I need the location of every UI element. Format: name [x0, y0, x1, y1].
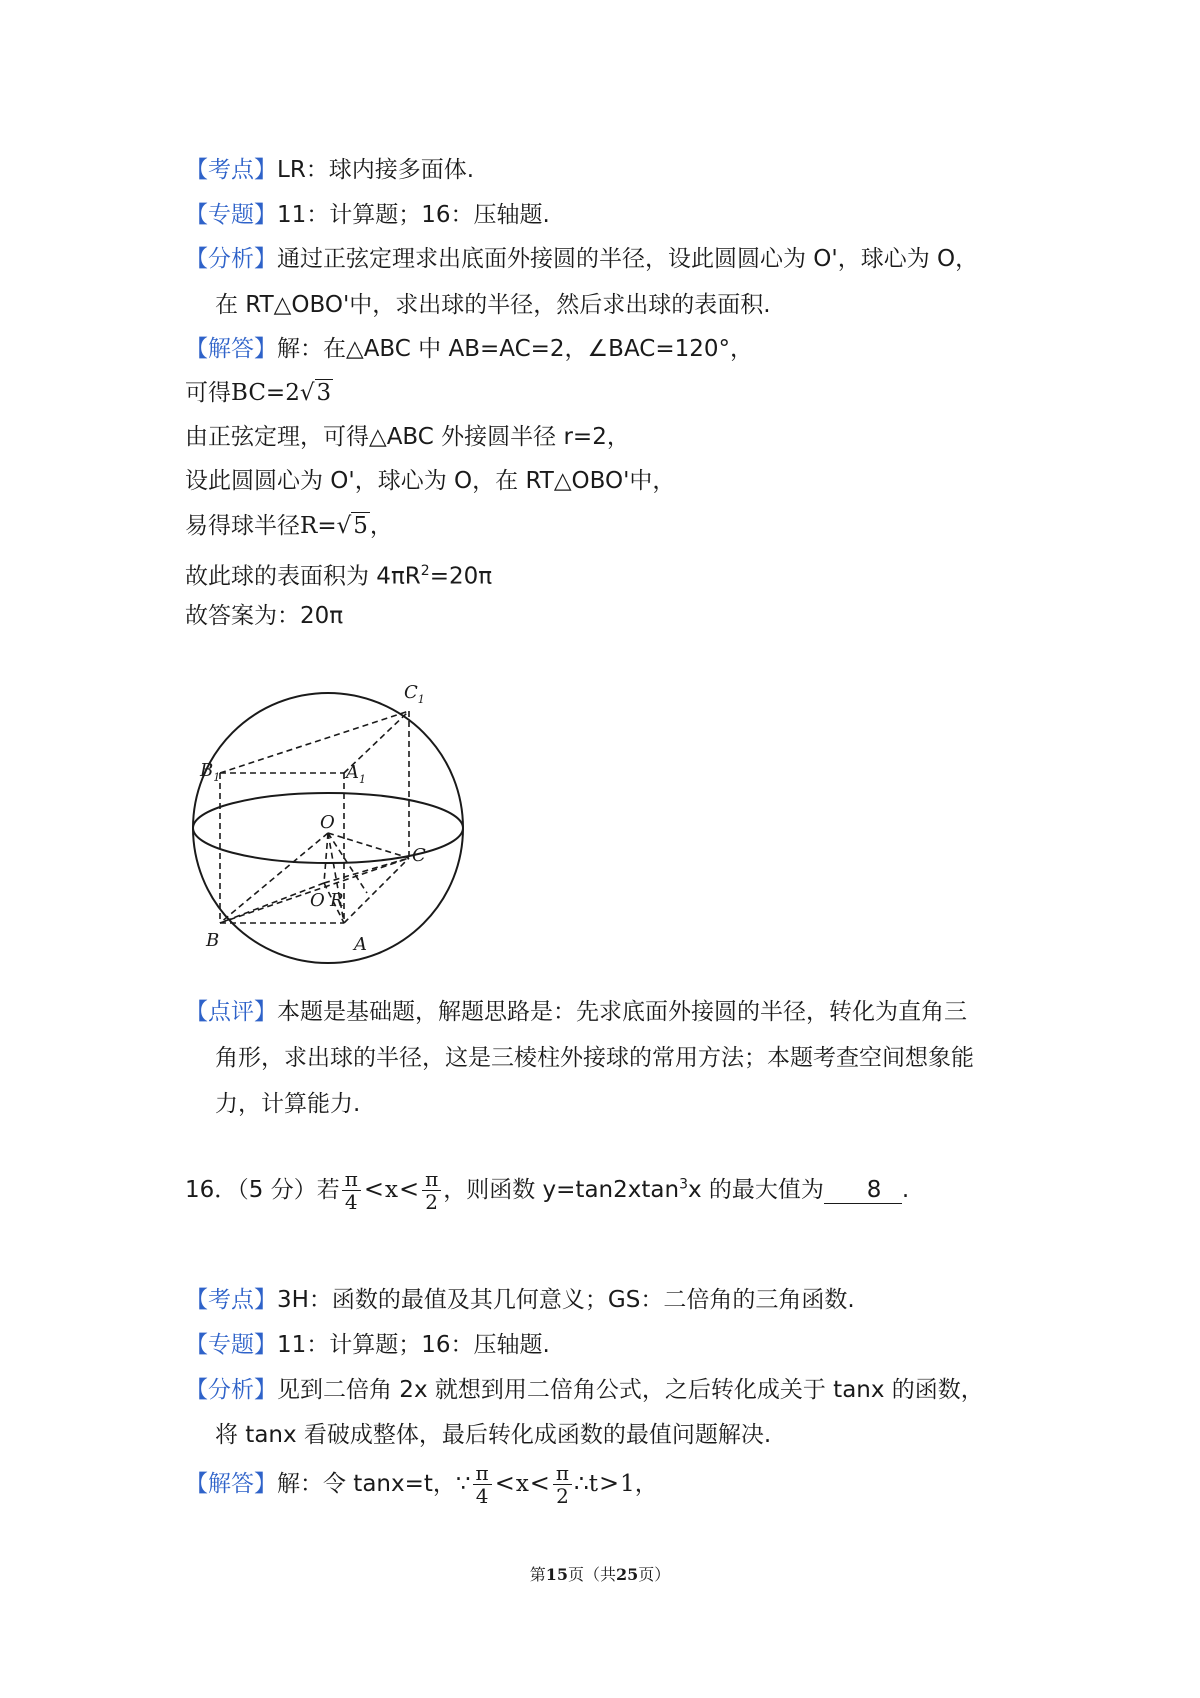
- jieda-line-5: [185, 511, 393, 541]
- r-formula: R=: [300, 513, 337, 539]
- q16-frac-pi-2: $\frac{\pi}{2}$: [422, 1168, 441, 1213]
- sphere-prism-figure: [182, 678, 482, 978]
- footer-mid: 页（共: [567, 1565, 616, 1584]
- jieda2-frac-pi-2: $\frac{\pi}{2}$: [553, 1462, 572, 1507]
- label-r: R: [330, 890, 344, 911]
- fenxi-line-1: [185, 244, 978, 274]
- jieda2-t: t: [588, 1471, 598, 1497]
- zhuanti-line-1: [185, 200, 550, 230]
- q16-end: .: [901, 1177, 910, 1203]
- jieda-text-6-sup: 2: [420, 563, 430, 579]
- dianping-text-1: 本题是基础题，解题思路是：先求底面外接圆的半径，转化为直角三: [277, 999, 967, 1025]
- label-b1: $B_1$: [200, 760, 221, 784]
- label-c1: $C_1$: [404, 682, 425, 706]
- jieda-tag: 【解答】: [185, 336, 277, 362]
- fenxi-text-3: 见到二倍角 2x 就想到用二倍角公式，之后转化成关于 tanx 的函数，: [277, 1377, 984, 1403]
- fenxi-line-3: [185, 1375, 984, 1405]
- jieda-line-6: [185, 556, 492, 592]
- q16-prefix: 16．（5 分）若: [185, 1177, 340, 1203]
- jieda2-therefore: ∴: [574, 1471, 589, 1497]
- zhuanti-tag-2: 【专题】: [185, 1332, 277, 1358]
- fenxi-line-4: [215, 1420, 771, 1450]
- zhuanti-tag: 【专题】: [185, 202, 277, 228]
- jieda-text-3: 由正弦定理，可得△ABC 外接圆半径 r=2，: [185, 424, 630, 450]
- q16-middle2: x 的最大值为: [687, 1177, 824, 1203]
- jieda-tag-2: 【解答】: [185, 1471, 277, 1497]
- zhuanti-text-2: 11：计算题；16：压轴题.: [277, 1332, 550, 1358]
- q16-lt-2: <: [398, 1175, 420, 1203]
- sqrt-3: √3: [299, 380, 332, 406]
- dianping-line-3: [215, 1089, 360, 1119]
- label-a1: $A_1$: [346, 762, 366, 786]
- label-a: A: [354, 934, 367, 955]
- zhuanti-line-2: [185, 1330, 550, 1360]
- kaodian-line-1: [185, 155, 474, 185]
- page-footer: [0, 1562, 1200, 1585]
- jieda2-prefix: 解：令 tanx=t，∵: [277, 1471, 471, 1497]
- label-b: B: [206, 930, 220, 951]
- jieda2-gt: >: [598, 1469, 620, 1497]
- q16-frac-pi-4: $\frac{\pi}{4}$: [342, 1168, 361, 1213]
- jieda-line-2: [185, 378, 333, 408]
- jieda2-one: 1: [620, 1471, 635, 1497]
- q16-x: x: [384, 1177, 398, 1203]
- footer-page-number: 15: [545, 1565, 568, 1584]
- zhuanti-text: 11：计算题；16：压轴题.: [277, 202, 550, 228]
- sqrt-5-radicand: 5: [353, 513, 368, 539]
- jieda-line-3: [185, 422, 630, 452]
- jieda-text-6-prefix: 故此球的表面积为 4πR: [185, 563, 421, 590]
- kaodian-line-2: [185, 1285, 855, 1315]
- bc-formula: 可得BC=2: [185, 380, 300, 406]
- kaodian-tag: 【考点】: [185, 157, 277, 183]
- kaodian-tag-2: 【考点】: [185, 1287, 277, 1313]
- fenxi-tag: 【分析】: [185, 246, 277, 272]
- jieda-text-4: 设此圆圆心为 O'，球心为 O，在 RT△OBO'中，: [185, 468, 676, 494]
- fenxi-line-2: [215, 290, 771, 320]
- dianping-text-3: 力，计算能力.: [215, 1091, 361, 1117]
- dianping-tag: 【点评】: [185, 999, 277, 1025]
- footer-post: 页）: [638, 1565, 671, 1584]
- jieda2-lt-2: <: [529, 1469, 550, 1497]
- q16-sup: 3: [679, 1176, 688, 1193]
- label-o: O: [320, 812, 335, 833]
- dianping-line-2: [215, 1043, 974, 1073]
- jieda-line-1: [185, 334, 753, 364]
- jieda-line-7: [185, 601, 343, 631]
- q16-middle: ，则函数 y=tan2xtan: [443, 1177, 680, 1203]
- jieda-text-1: 解：在△ABC 中 AB=AC=2，∠BAC=120°，: [277, 336, 754, 362]
- dianping-line-1: [185, 997, 967, 1027]
- jieda2-lt-1: <: [494, 1469, 515, 1497]
- jieda2-frac-pi-4: $\frac{\pi}{4}$: [473, 1462, 492, 1507]
- sqrt-5: √5: [336, 513, 368, 539]
- question-16: [185, 1168, 909, 1213]
- kaodian-text: LR：球内接多面体.: [277, 157, 475, 183]
- jieda-line-8: [185, 1462, 658, 1507]
- fenxi-text-1: 通过正弦定理求出底面外接圆的半径，设此圆圆心为 O'，球心为 O，: [277, 246, 979, 272]
- sqrt-3-radicand: 3: [316, 380, 332, 406]
- jieda-line-4: [185, 466, 675, 496]
- jieda-text-5-suffix: ，: [369, 513, 393, 539]
- label-c: C: [412, 845, 426, 866]
- jieda-text-6-suffix: =20π: [429, 563, 493, 590]
- fenxi-text-2: 在 RT△OBO'中，求出球的半径，然后求出球的表面积.: [215, 292, 771, 318]
- fenxi-text-4: 将 tanx 看破成整体，最后转化成函数的最值问题解决.: [215, 1422, 772, 1448]
- q16-answer-blank: ﾠ8: [824, 1177, 902, 1204]
- jieda2-x: x: [515, 1471, 529, 1497]
- q16-lt-1: <: [363, 1175, 384, 1203]
- jieda-text-5-prefix: 易得球半径: [185, 513, 300, 539]
- jieda2-end: ，: [634, 1471, 658, 1497]
- jieda-text-7: 故答案为：20π: [185, 603, 344, 629]
- footer-pre: 第: [529, 1565, 546, 1584]
- footer-total-pages: 25: [616, 1565, 639, 1584]
- kaodian-text-2: 3H：函数的最值及其几何意义；GS：二倍角的三角函数.: [277, 1287, 855, 1313]
- dianping-text-2: 角形，求出球的半径，这是三棱柱外接球的常用方法；本题考查空间想象能: [215, 1045, 974, 1071]
- fenxi-tag-2: 【分析】: [185, 1377, 277, 1403]
- label-o-prime: O: [310, 890, 325, 911]
